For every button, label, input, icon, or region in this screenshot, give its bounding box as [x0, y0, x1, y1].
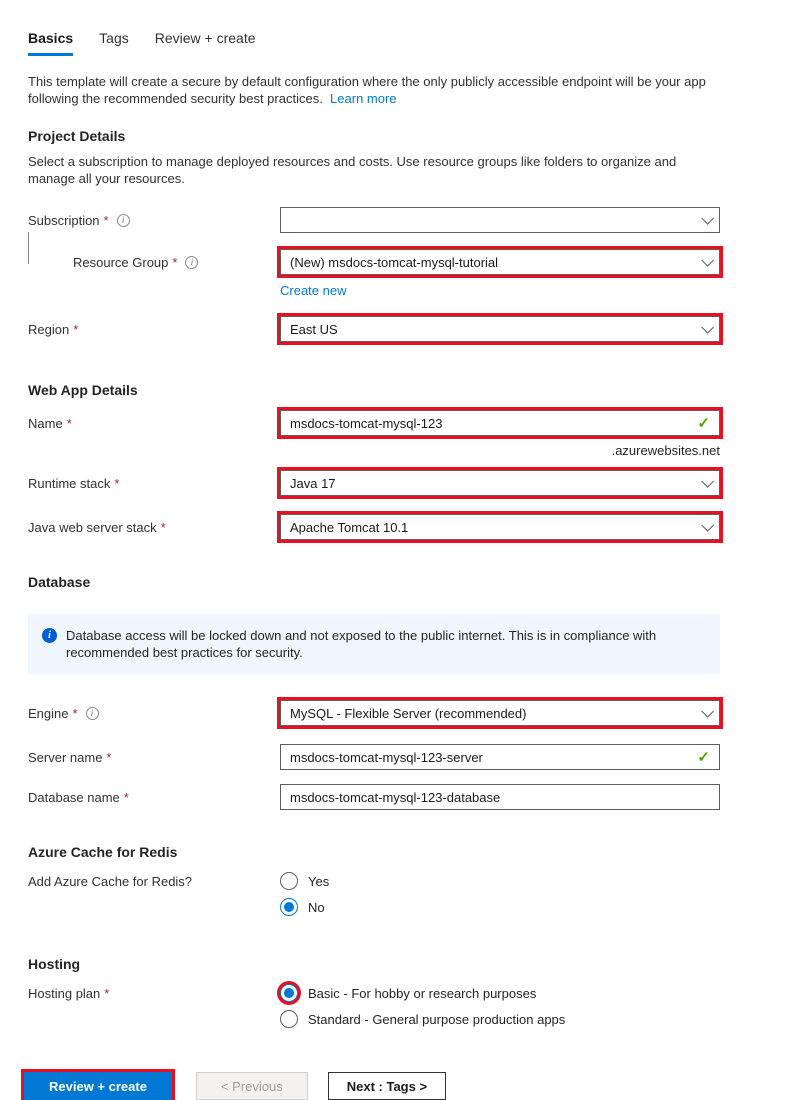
resource-group-row: [28, 249, 720, 275]
region-row: [28, 316, 720, 342]
hosting-plan-row: [28, 984, 720, 1002]
chevron-down-icon: [701, 254, 714, 267]
project-details-description: Select a subscription to manage deployed resources and costs. Use resource groups like folders to organize and manage all your resources.: [28, 154, 677, 186]
redis-question-label: [28, 874, 280, 889]
hosting-standard-row: [28, 1010, 720, 1028]
hosting-heading: Hosting: [28, 956, 81, 972]
hosting-basic-radio[interactable]: [280, 984, 298, 1002]
redis-yes-label[interactable]: Yes: [308, 873, 330, 889]
create-new-link[interactable]: Create new: [280, 283, 347, 298]
database-name-input-wrapper: [280, 784, 720, 810]
server-name-label-text: Server name: [28, 749, 103, 765]
engine-label: [28, 706, 280, 721]
domain-suffix: .azurewebsites.net: [611, 443, 720, 458]
wizard-tabs: [28, 30, 772, 56]
info-icon[interactable]: i: [86, 707, 99, 720]
required-asterisk: *: [172, 254, 178, 270]
tab-basics[interactable]: Basics: [28, 30, 73, 56]
hosting-plan-label: [28, 986, 280, 1001]
subscription-label-text: Subscription: [28, 212, 100, 228]
name-input-wrapper: [280, 410, 720, 436]
runtime-stack-row: [28, 470, 720, 496]
server-name-input[interactable]: [290, 746, 697, 768]
runtime-stack-dropdown[interactable]: [280, 470, 720, 496]
redis-no-label[interactable]: No: [308, 899, 325, 915]
database-name-row: [28, 784, 720, 810]
review-create-highlight: [24, 1072, 172, 1100]
database-name-label: [28, 790, 280, 805]
redis-no-row: [28, 898, 720, 916]
runtime-stack-label: [28, 476, 280, 491]
webapp-details-heading: Web App Details: [28, 382, 138, 398]
region-label-text: Region: [28, 321, 70, 337]
learn-more-link[interactable]: Learn more: [330, 91, 397, 106]
name-suffix-row: [28, 443, 720, 458]
subscription-dropdown[interactable]: [280, 207, 720, 233]
region-value: East US: [290, 321, 338, 337]
redis-question-text: Add Azure Cache for Redis?: [28, 873, 193, 889]
server-name-label: [28, 750, 280, 765]
create-new-row: [28, 283, 720, 298]
info-filled-icon: i: [42, 628, 57, 643]
wizard-footer: [28, 1072, 772, 1100]
project-details-heading: Project Details: [28, 128, 126, 144]
required-asterisk: *: [104, 985, 110, 1001]
java-stack-value: Apache Tomcat 10.1: [290, 519, 409, 535]
review-create-button[interactable]: Review + create: [24, 1072, 172, 1100]
info-icon[interactable]: i: [117, 214, 130, 227]
required-asterisk: *: [123, 789, 129, 805]
java-stack-label-text: Java web server stack: [28, 519, 157, 535]
redis-heading: Azure Cache for Redis: [28, 844, 178, 860]
redis-yes-radio[interactable]: [280, 872, 298, 890]
java-stack-label: [28, 520, 280, 535]
required-asterisk: *: [66, 415, 72, 431]
hosting-standard-option: [280, 1010, 720, 1028]
name-input[interactable]: [290, 412, 697, 434]
runtime-stack-value: Java 17: [290, 475, 336, 491]
server-name-row: [28, 744, 720, 770]
resource-group-label-text: Resource Group: [73, 254, 169, 270]
redis-yes-option: [280, 872, 720, 890]
hosting-basic-option: [280, 984, 720, 1002]
database-heading: Database: [28, 574, 91, 590]
tab-review-create[interactable]: Review + create: [154, 30, 256, 46]
chevron-down-icon: [701, 212, 714, 225]
chevron-down-icon: [701, 321, 714, 334]
intro-sentence: This template will create a secure by default configuration where the only publicly accessible endpoint will be your app following the recommended security best practices.: [28, 74, 706, 106]
redis-question-row: [28, 872, 720, 890]
required-asterisk: *: [114, 475, 120, 491]
engine-dropdown[interactable]: [280, 700, 720, 726]
hosting-basic-label[interactable]: Basic - For hobby or research purposes: [308, 985, 537, 1001]
subscription-label: [28, 213, 280, 228]
hosting-plan-label-text: Hosting plan: [28, 985, 101, 1001]
chevron-down-icon: [701, 475, 714, 488]
hosting-standard-label[interactable]: Standard - General purpose production apps: [308, 1011, 566, 1027]
database-name-input[interactable]: [290, 786, 710, 808]
tab-tags[interactable]: Tags: [99, 30, 129, 46]
region-dropdown[interactable]: [280, 316, 720, 342]
valid-check-icon: ✓: [697, 415, 710, 432]
required-asterisk: *: [72, 705, 78, 721]
redis-no-option: [280, 898, 720, 916]
chevron-down-icon: [701, 519, 714, 532]
name-label-text: Name: [28, 415, 63, 431]
resource-group-label: [28, 255, 280, 270]
indent-connector-line: [28, 232, 29, 264]
valid-check-icon: ✓: [697, 749, 710, 766]
server-name-input-wrapper: [280, 744, 720, 770]
database-name-label-text: Database name: [28, 789, 120, 805]
engine-row: [28, 700, 720, 726]
engine-value: MySQL - Flexible Server (recommended): [290, 705, 527, 721]
previous-button[interactable]: < Previous: [196, 1072, 308, 1100]
required-asterisk: *: [103, 212, 109, 228]
redis-no-radio[interactable]: [280, 898, 298, 916]
resource-group-dropdown[interactable]: [280, 249, 720, 275]
runtime-stack-label-text: Runtime stack: [28, 475, 111, 491]
subscription-row: [28, 207, 720, 233]
hosting-standard-radio[interactable]: [280, 1010, 298, 1028]
intro-text: [28, 73, 720, 107]
region-label: [28, 322, 280, 337]
info-icon[interactable]: i: [185, 256, 198, 269]
java-stack-dropdown[interactable]: [280, 514, 720, 540]
required-asterisk: *: [73, 321, 79, 337]
database-info-banner: [28, 614, 720, 674]
next-tags-button[interactable]: Next : Tags >: [328, 1072, 446, 1100]
name-row: [28, 410, 720, 436]
chevron-down-icon: [701, 705, 714, 718]
required-asterisk: *: [106, 749, 112, 765]
java-stack-row: [28, 514, 720, 540]
required-asterisk: *: [160, 519, 166, 535]
engine-label-text: Engine: [28, 705, 69, 721]
resource-group-value: (New) msdocs-tomcat-mysql-tutorial: [290, 254, 499, 270]
banner-text: Database access will be locked down and not exposed to the public internet. This is in compliance with recommended best practices for security.: [66, 628, 657, 660]
name-label: [28, 416, 280, 431]
